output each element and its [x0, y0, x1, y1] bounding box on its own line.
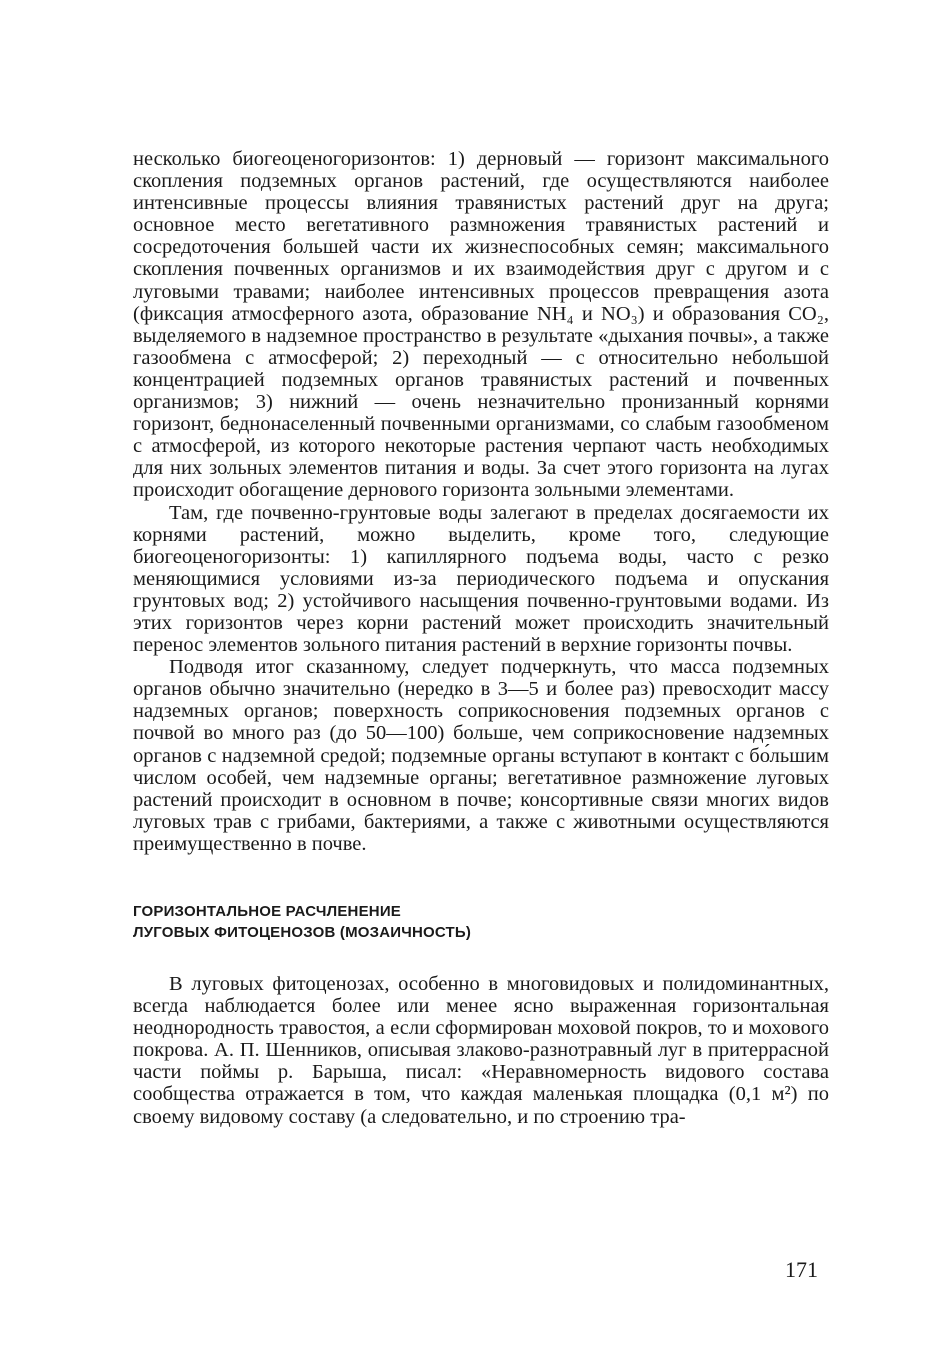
section-heading: [133, 901, 829, 943]
page-body: [133, 148, 829, 1128]
paragraph-1: несколько биогеоценогоризонтов: 1) дерновый — горизонт максимального скопления подземных органов растений, где осуществляются наиболее интенсивные процессы влияния травянистых растений друг на друга; основное место вегетативного размножения травянистых растений и сосредоточения большей части их жизнеспособных семян; максимального скопления почвенных организмов и их взаимодействия друг с другом и с луговыми травами; наиболее интенсивных процессов превращения азота (фиксация атмосферного азота, образование NH₄ и NO₃) и образования CO₂, выделяемого в надземное пространство в результате «дыхания почвы», а также газообмена с атмосферой; 2) переходный — с относительно небольшой концентрацией подземных органов травянистых растений и почвенных организмов; 3) нижний — очень незначительно пронизанный корнями горизонт, беднонаселенный почвенными организмами, со слабым газообменом с атмосферой, из которого некоторые растения черпают часть необходимых для них зольных элементов питания и воды. За счет этого горизонта на лугах происходит обогащение дернового горизонта зольными элементами.: [133, 148, 829, 502]
paragraph-2: Там, где почвенно-грунтовые воды залегают в пределах досягаемости их корнями растений, можно выделить, кроме того, следующие биогеоценогоризонты: 1) капиллярного подъема воды, часто с резко меняющимися условиями из-за периодического подъема и опускания грунтовых вод; 2) устойчивого насыщения почвенно-грунтовыми водами. Из этих горизонтов через корни растений может происходить значительный перенос элементов зольного питания растений в верхние горизонты почвы.: [133, 501, 829, 657]
heading-line-1: ГОРИЗОНТАЛЬНОЕ РАСЧЛЕНЕНИЕ: [133, 903, 402, 920]
page-number: 171: [785, 1257, 818, 1282]
paragraph-4: В луговых фитоценозах, особенно в многовидовых и полидоминантных, всегда наблюдается более или менее ясно выраженная горизонтальная неоднородность травостоя, а если сформирован моховой покров, то и мохового покрова. А. П. Шенников, описывая злаково-разнотравный луг в притеррасной части поймы р. Барыша, писал: «Неравномерность видового состава сообщества отражается в том, что каждая маленькая площадка (0,1 м²) по своему видовому составу (а следовательно, и по строению тра-: [133, 973, 829, 1128]
heading-line-2: ЛУГОВЫХ ФИТОЦЕНОЗОВ (МОЗАИЧНОСТЬ): [133, 924, 472, 941]
paragraph-3: Подводя итог сказанному, следует подчеркнуть, что масса подземных органов обычно значительно (нередко в 3—5 и более раз) превосходит массу надземных органов; поверхность соприкосновения подземных органов с почвой во много раз (до 50—100) больше, чем соприкосновение надземных органов с надземной средой; подземные органы вступают в контакт с бо́льшим числом особей, чем надземные органы; вегетативное размножение луговых растений происходит в основном в почве; консортивные связи многих видов луговых трав с грибами, бактериями, а также с животными осуществляются преимущественно в почве.: [133, 656, 829, 855]
